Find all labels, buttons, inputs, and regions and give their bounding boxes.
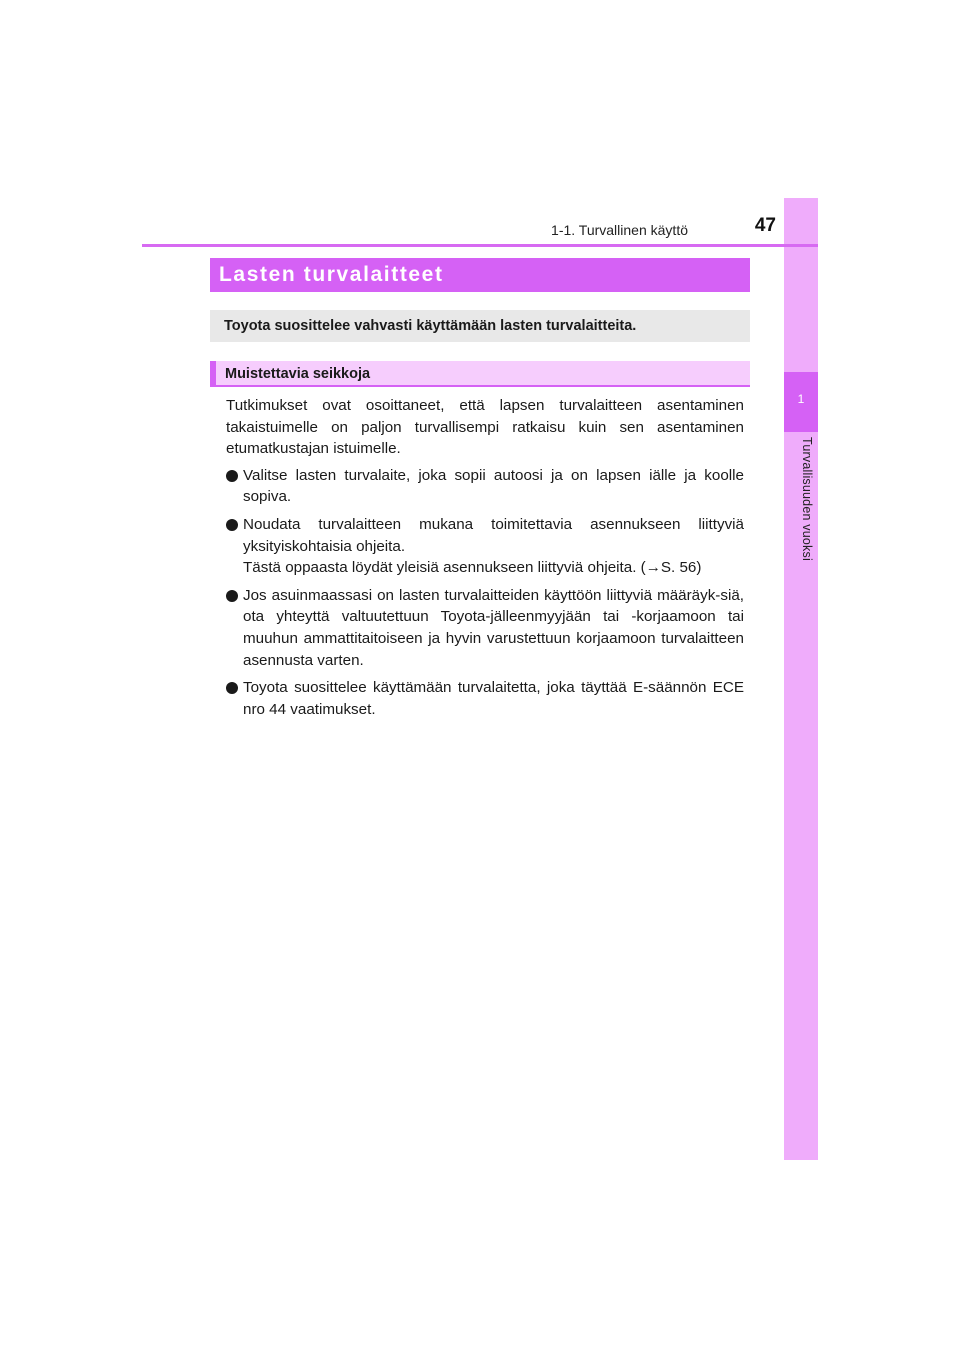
header-section-title: 1-1. Turvallinen käyttö: [551, 222, 688, 238]
bullet-list: [226, 465, 744, 721]
bullet-text: Valitse lasten turvalaite, joka sopii autoosi ja on lapsen iälle ja koolle sopiva.: [243, 466, 744, 506]
bullet-text: Toyota suosittelee käyttämään turvalaitetta, joka täyttää E-säännön ECE nro 44 vaatimukset.: [243, 679, 744, 718]
list-item: [226, 514, 744, 579]
bullet-dot-icon: [226, 590, 238, 602]
chapter-title: Turvallisuuden vuoksi: [800, 437, 814, 561]
summary-box: Toyota suosittelee vahvasti käyttämään lasten turvalaitteita.: [210, 310, 750, 342]
body-content: [226, 395, 744, 726]
header-rule: [142, 244, 818, 247]
subsection-heading: Muistettavia seikkoja: [210, 361, 750, 387]
bullet-dot-icon: [226, 519, 238, 531]
bullet-text: Noudata turvalaitteen mukana toimitettavia asennukseen liittyviä yksityiskohtaisia ohjeita.: [243, 515, 744, 555]
chapter-number: 1: [797, 392, 805, 406]
bullet-text: Jos asuinmaassasi on lasten turvalaitteiden käyttöön liittyviä määräyk-siä, ota yhteyttä valtuutettuun Toyota-jälleenmyyjään tai -korjaamoon tai muuhun ammattitaitoiseen ja hyvin varustettuun korjaamoon turvalaitteen asennusta varten.: [243, 586, 744, 669]
side-tab: [784, 198, 818, 1160]
intro-paragraph: Tutkimukset ovat osoittaneet, että lapsen turvalaitteen asentaminen takaistuimelle on paljon turvallisempi ratkaisu kuin sen asentaminen etumatkustajan istuimelle.: [226, 397, 744, 458]
bullet-dot-icon: [226, 682, 238, 694]
section-title: Lasten turvalaitteet: [210, 258, 750, 292]
bullet-dot-icon: [226, 470, 238, 482]
page-number: 47: [754, 215, 776, 236]
bullet-note: Tästä oppaasta löydät yleisiä asennukseen liittyviä ohjeita. (→S. 56): [243, 559, 702, 577]
list-item: [226, 585, 744, 671]
list-item: [226, 465, 744, 508]
list-item: [226, 677, 744, 720]
